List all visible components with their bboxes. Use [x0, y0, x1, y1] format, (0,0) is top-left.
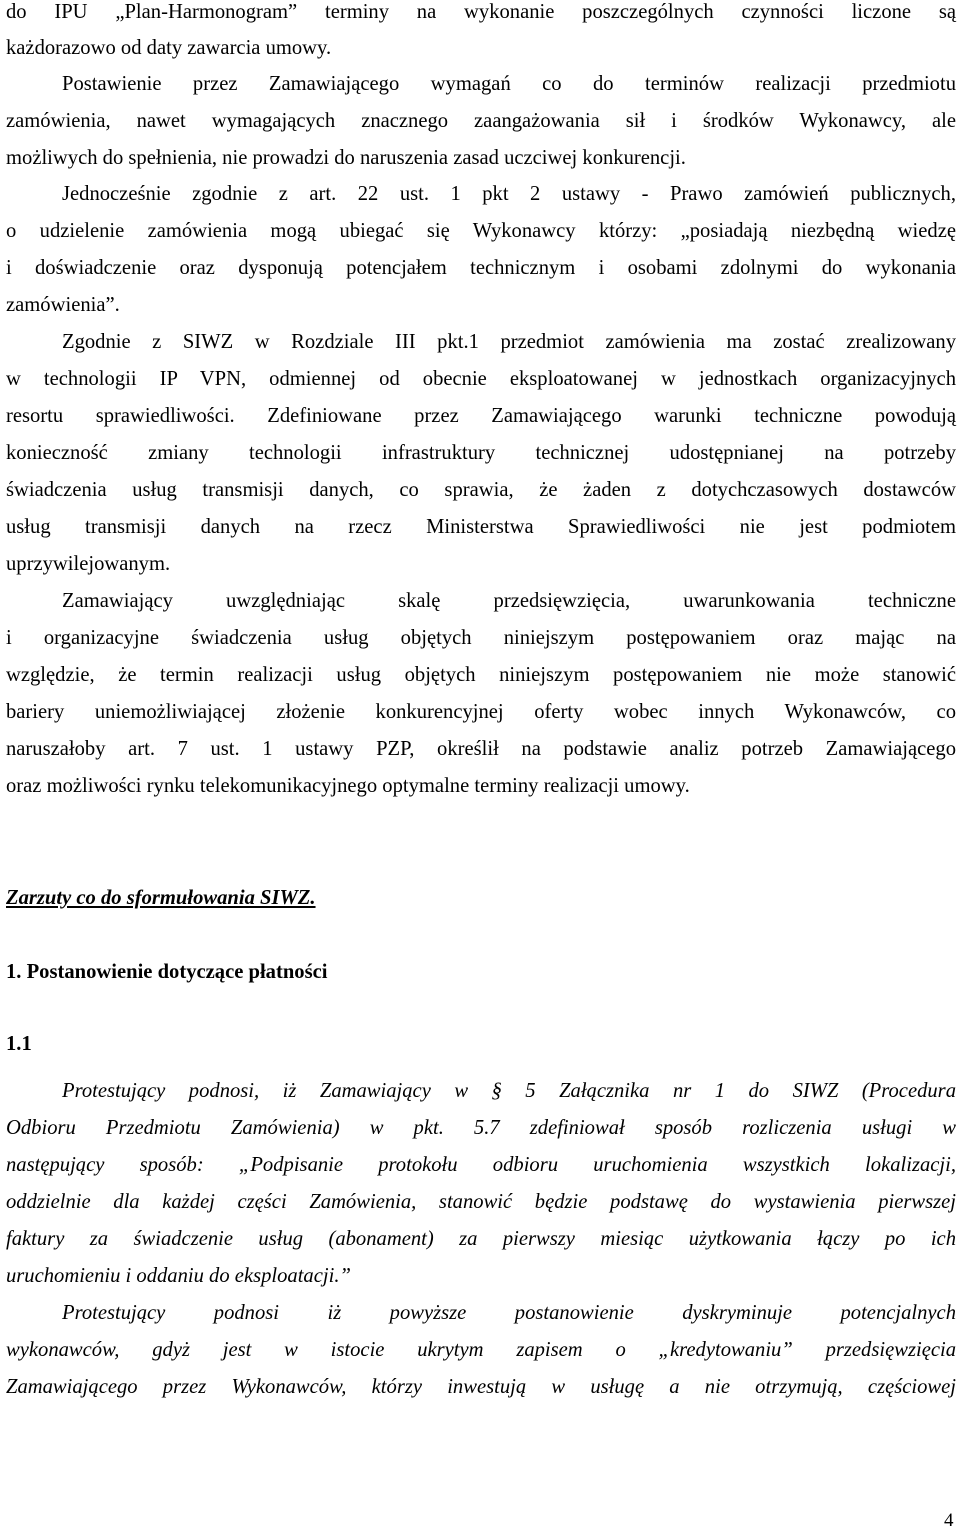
text-line: o udzielenie zamówienia mogą ubiegać się Wykonawcy którzy: „posiadają niezbędną wiedzę — [6, 220, 956, 242]
text-line: Jednocześnie zgodnie z art. 22 ust. 1 pkt 2 ustawy - Prawo zamówień publicznych, — [62, 183, 956, 205]
text-line: usług transmisji danych na rzecz Ministerstwa Sprawiedliwości nie jest podmiotem — [6, 516, 956, 538]
text-line: naruszałoby art. 7 ust. 1 ustawy PZP, określił na podstawie analiz potrzeb Zamawiającego — [6, 738, 956, 760]
page-number: 4 — [944, 1510, 954, 1531]
text-line: zamówienia, nawet wymagających znacznego zaangażowania sił i środków Wykonawcy, ale — [6, 110, 956, 132]
text-line: Protestujący podnosi, iż Zamawiający w § 5 Załącznika nr 1 do SIWZ (Procedura — [62, 1080, 956, 1102]
text-line: konieczność zmiany technologii infrastruktury technicznej udostępnianej na potrzeby — [6, 442, 956, 464]
text-line: Zamawiającego przez Wykonawców, którzy inwestują w usługę a nie otrzymują, częściowej — [6, 1376, 956, 1398]
text-line: resortu sprawiedliwości. Zdefiniowane przez Zamawiającego warunki techniczne powodują — [6, 405, 956, 427]
text-line: do IPU „Plan-Harmonogram” terminy na wykonanie poszczególnych czynności liczone są — [6, 1, 956, 23]
text-line: następujący sposób: „Podpisanie protokołu odbioru uruchomienia wszystkich lokalizacji, — [6, 1154, 956, 1176]
text-line: bariery uniemożliwiającej złożenie konkurencyjnej oferty wobec innych Wykonawców, co — [6, 701, 956, 723]
text-line: faktury za świadczenie usług (abonament) za pierwszy miesiąc użytkowania łączy po ich — [6, 1228, 956, 1250]
text-line: zamówienia”. — [6, 294, 120, 316]
text-line: oddzielnie dla każdej części Zamówienia, stanowić będzie podstawę do wystawienia pierwszej — [6, 1191, 956, 1213]
text-line: w technologii IP VPN, odmiennej od obecnie eksploatowanej w jednostkach organizacyjnych — [6, 368, 956, 390]
text-line: i doświadczenie oraz dysponują potencjałem technicznym i osobami zdolnymi do wykonania — [6, 257, 956, 279]
text-line: możliwych do spełnienia, nie prowadzi do naruszenia zasad uczciwej konkurencji. — [6, 147, 686, 169]
text-line: wykonawców, gdyż jest w istocie ukrytym zapisem o „kredytowaniu” przedsięwzięcia — [6, 1339, 956, 1361]
text-line: i organizacyjne świadczenia usług objętych niniejszym postępowaniem oraz mając na — [6, 627, 956, 649]
text-line: Zgodnie z SIWZ w Rozdziale III pkt.1 przedmiot zamówienia ma zostać zrealizowany — [62, 331, 956, 353]
point-number: 1.1 — [6, 1033, 32, 1055]
text-line: Odbioru Przedmiotu Zamówienia) w pkt. 5.7 zdefiniował sposób rozliczenia usługi w — [6, 1117, 956, 1139]
text-line: uprzywilejowanym. — [6, 553, 171, 575]
text-line: Zamawiający uwzględniając skalę przedsięwzięcia, uwarunkowania techniczne — [62, 590, 956, 612]
text-line: Postawienie przez Zamawiającego wymagań co do terminów realizacji przedmiotu — [62, 73, 956, 95]
text-line: Protestujący podnosi iż powyższe postanowienie dyskryminuje potencjalnych — [62, 1302, 956, 1324]
text-line: każdorazowo od daty zawarcia umowy. — [6, 37, 332, 59]
text-line: świadczenia usług transmisji danych, co sprawia, że żaden z dotychczasowych dostawców — [6, 479, 956, 501]
text-line: uruchomieniu i oddaniu do eksploatacji.” — [6, 1265, 351, 1287]
section-heading: Zarzuty co do sformułowania SIWZ. — [6, 887, 316, 909]
subsection-heading: 1. Postanowienie dotyczące płatności — [6, 961, 328, 983]
text-line: oraz możliwości rynku telekomunikacyjnego optymalne terminy realizacji umowy. — [6, 775, 690, 797]
text-line: względzie, że termin realizacji usług objętych niniejszym postępowaniem nie może stanowić — [6, 664, 956, 686]
